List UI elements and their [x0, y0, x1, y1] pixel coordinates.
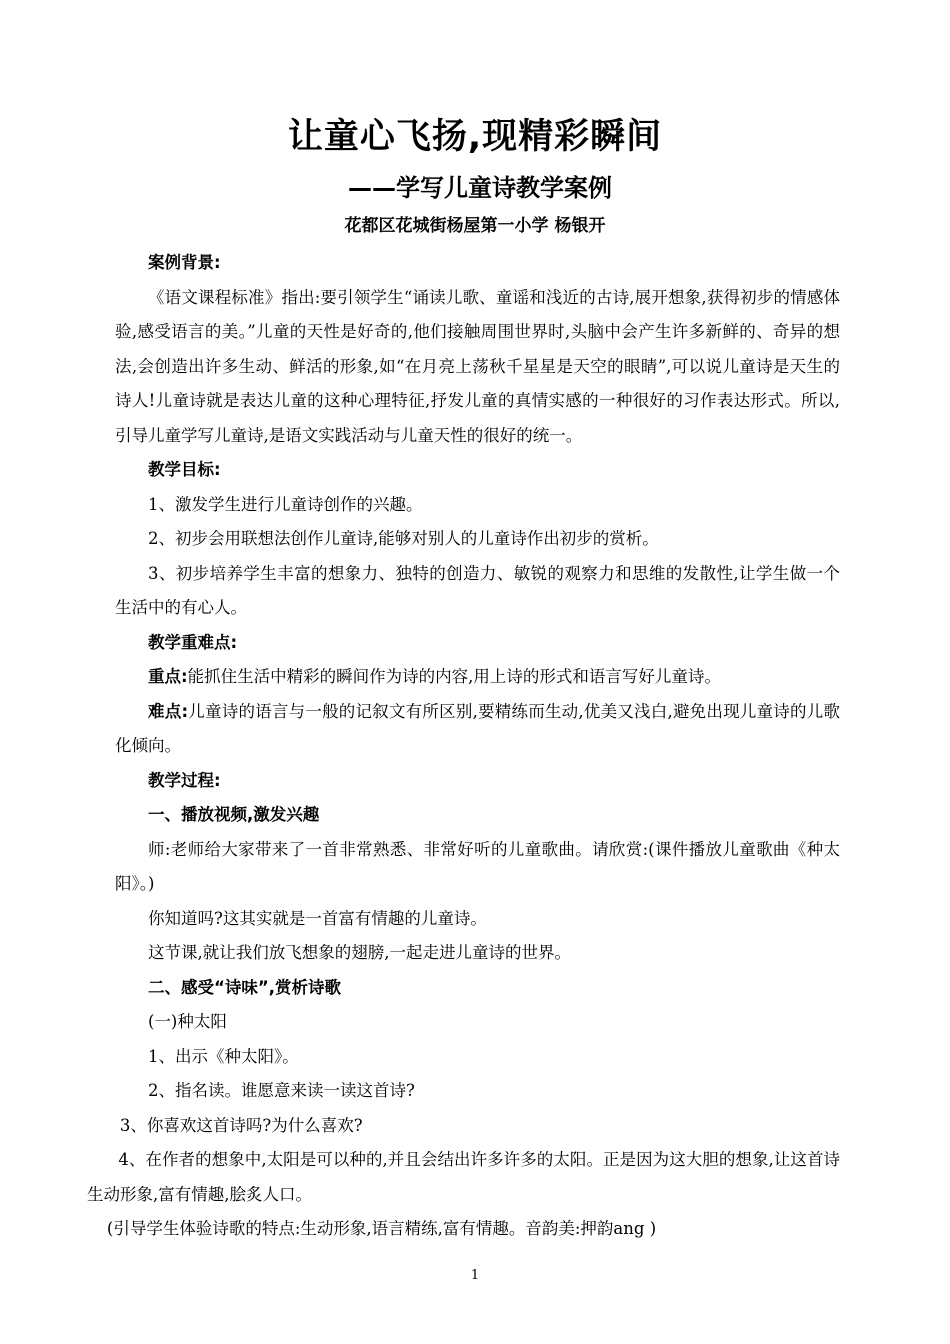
document-subtitle: ——学写儿童诗教学案例: [348, 174, 612, 202]
step2-note: (引导学生体验诗歌的特点:生动形象,语言精练,富有情趣。音韵美:押韵ang ): [106, 1219, 657, 1238]
step2-subheading: (一)种太阳: [148, 1012, 227, 1031]
step1-paragraph: 这节课,就让我们放飞想象的翅膀,一起走进儿童诗的世界。: [148, 943, 571, 962]
document-title: 让童心飞扬,现精彩瞬间: [287, 117, 663, 157]
document-body: [87, 246, 840, 1247]
step1-paragraph: 你知道吗?这其实就是一首富有情趣的儿童诗。: [148, 908, 487, 928]
key-point-label: 重点:: [148, 667, 188, 686]
difficulty-text: 儿童诗的语言与一般的记叙文有所区别,要精练而生动,优美又浅白,避免出现儿童诗的儿歌化倾向。: [115, 701, 840, 755]
difficulty-paragraph: [115, 695, 840, 764]
background-heading: 案例背景:: [148, 253, 221, 272]
goal-item: 1、激发学生进行儿童诗创作的兴趣。: [148, 494, 423, 514]
keypoints-heading: 教学重难点:: [148, 632, 238, 652]
key-point-paragraph: [115, 660, 840, 695]
goal-item: 3、初步培养学生丰富的想象力、独特的创造力、敏锐的观察力和思维的发散性,让学生做一个生活中的有心人。: [115, 563, 840, 617]
step2-item: 1、出示《种太阳》。: [148, 1046, 299, 1066]
step2-item: 4、在作者的想象中,太阳是可以种的,并且会结出许多许多的太阳。正是因为这大胆的想象,让这首诗生动形象,富有情趣,脍炙人口。: [87, 1150, 840, 1204]
difficulty-label: 难点:: [148, 701, 189, 721]
step2-item: 2、指名读。谁愿意来读一读这首诗?: [148, 1081, 415, 1100]
process-heading: 教学过程:: [148, 770, 221, 790]
key-point-text: 能抓住生活中精彩的瞬间作为诗的内容,用上诗的形式和语言写好儿童诗。: [187, 667, 721, 686]
author-line: 花都区花城街杨屋第一小学 杨银开: [344, 216, 606, 236]
goal-item: 2、初步会用联想法创作儿童诗,能够对别人的儿童诗作出初步的赏析。: [148, 529, 659, 548]
goals-heading: 教学目标:: [148, 460, 221, 479]
background-paragraph: 《语文课程标准》指出:要引领学生“诵读儿歌、童谣和浅近的古诗,展开想象,获得初步的情感体验,感受语言的美。”儿童的天性是好奇的,他们接触周围世界时,头脑中会产生许多新鲜的、奇异的想法,会创造出许多生动、鲜活的形象,如“在月亮上荡秋千星星是天空的眼睛”,可以说儿童诗是天生的诗人!儿童诗就是表达儿童的这种心理特征,抒发儿童的真情实感的一种很好的习作表达形式。所以,引导儿童学写儿童诗,是语文实践活动与儿童天性的很好的统一。: [115, 287, 840, 445]
step2-item: 3、你喜欢这首诗吗?为什么喜欢?: [119, 1115, 363, 1135]
step1-heading: 一、播放视频,激发兴趣: [148, 805, 320, 824]
step2-heading: 二、感受“诗味”,赏析诗歌: [148, 977, 341, 997]
page-number: 1: [470, 1268, 480, 1283]
step1-paragraph: 师:老师给大家带来了一首非常熟悉、非常好听的儿童歌曲。请欣赏:(课件播放儿童歌曲《种太阳》。): [115, 839, 840, 893]
